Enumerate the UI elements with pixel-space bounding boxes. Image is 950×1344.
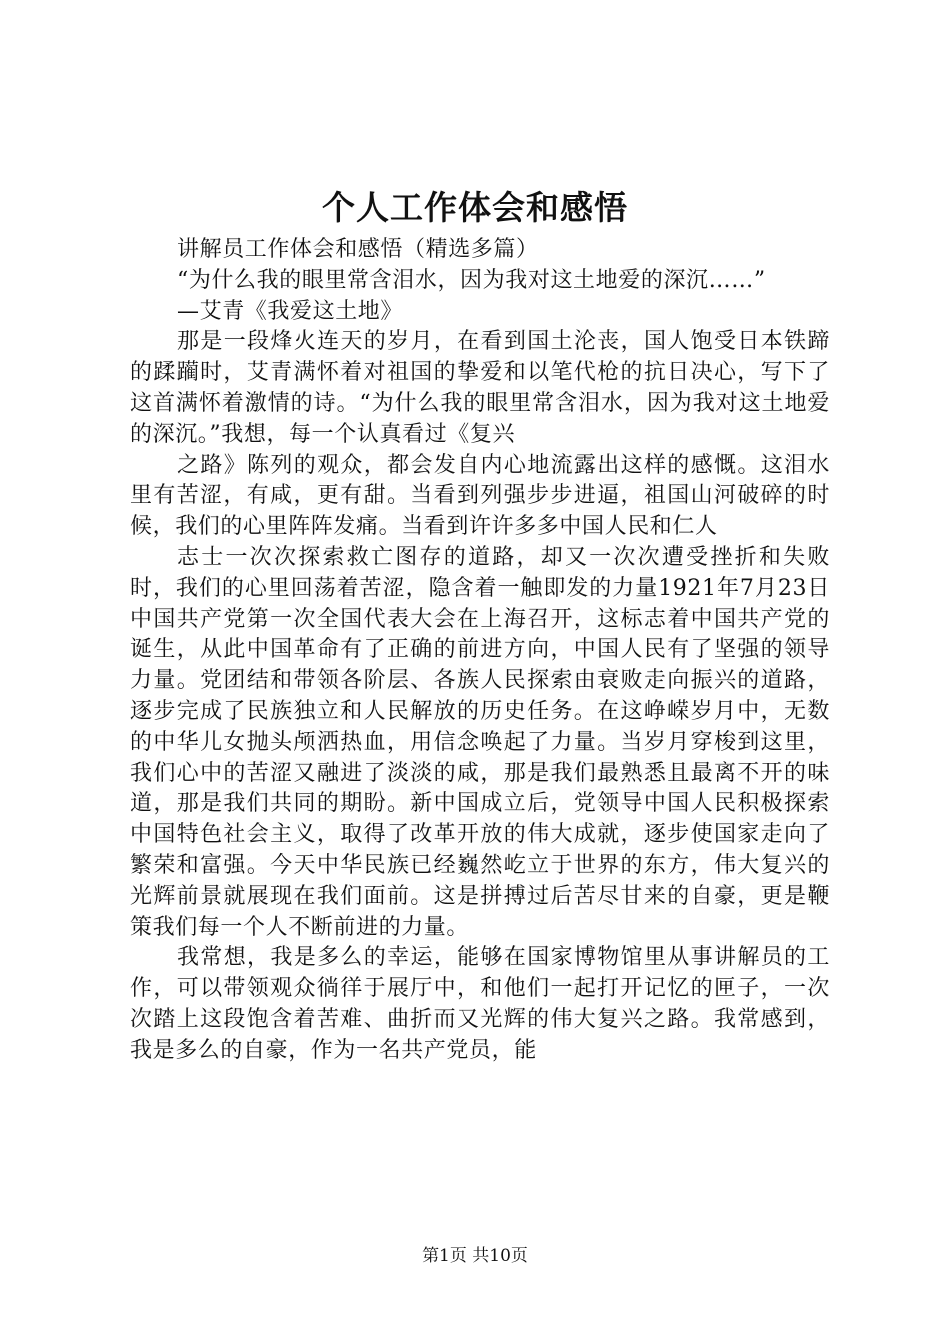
paragraph-poem-attribution: —艾青《我爱这土地》 [177, 298, 404, 324]
paragraph-body: 那是一段烽火连天的岁月，在看到国土沦丧，国人饱受日本铁蹄的蹂躏时，艾青满怀着对祖国的挚爱和以笔代枪的抗日决心，写下了这首满怀着激情的诗。“为什么我的眼里常含泪水，因为我对这土地爱的深沉。”我想，每一个认真看过《复兴 [130, 329, 830, 447]
paragraph-subtitle: 讲解员工作体会和感悟（精选多篇） [177, 237, 539, 262]
document-body [130, 235, 830, 1067]
paragraph-body: 我常想，我是多么的幸运，能够在国家博物馆里从事讲解员的工作，可以带领观众徜徉于展厅中，和他们一起打开记忆的匣子，一次次踏上这段饱含着苦难、曲折而又光辉的伟大复兴之路。我常感到，我是多么的自豪，作为一名共产党员，能 [130, 945, 830, 1063]
document-title: 个人工作体会和感悟 [322, 188, 628, 227]
paragraph-body: 志士一次次探索救亡图存的道路，却又一次次遭受挫折和失败时，我们的心里回荡着苦涩，隐含着一触即发的力量1921年7月23日中国共产党第一次全国代表大会在上海召开，这标志着中国共产党的诞生，从此中国革命有了正确的前进方向，中国人民有了坚强的领导力量。党团结和带领各阶层、各族人民探索由衰败走向振兴的道路，逐步完成了民族独立和人民解放的历史任务。在这峥嵘岁月中，无数的中华儿女抛头颅洒热血，用信念唤起了力量。当岁月穿梭到这里，我们心中的苦涩又融进了淡淡的咸，那是我们最熟悉且最离不开的味道，那是我们共同的期盼。新中国成立后，党领导中国人民积极探索中国特色社会主义，取得了改革开放的伟大成就，逐步使国家走向了繁荣和富强。今天中华民族已经巍然屹立于世界的东方，伟大复兴的光辉前景就展现在我们面前。这是拼搏过后苦尽甘来的自豪，更是鞭策我们每一个人不断前进的力量。 [130, 544, 830, 940]
page-number-footer: 第1页 共10页 [422, 1246, 528, 1266]
paragraph-body: 之路》陈列的观众，都会发自内心地流露出这样的感慨。这泪水里有苦涩，有咸，更有甜。当看到列强步步进逼，祖国山河破碎的时候，我们的心里阵阵发痛。当看到许许多多中国人民和仁人 [130, 452, 830, 540]
paragraph-poem-quote: “为什么我的眼里常含泪水，因为我对这土地爱的深沉……” [177, 267, 766, 293]
